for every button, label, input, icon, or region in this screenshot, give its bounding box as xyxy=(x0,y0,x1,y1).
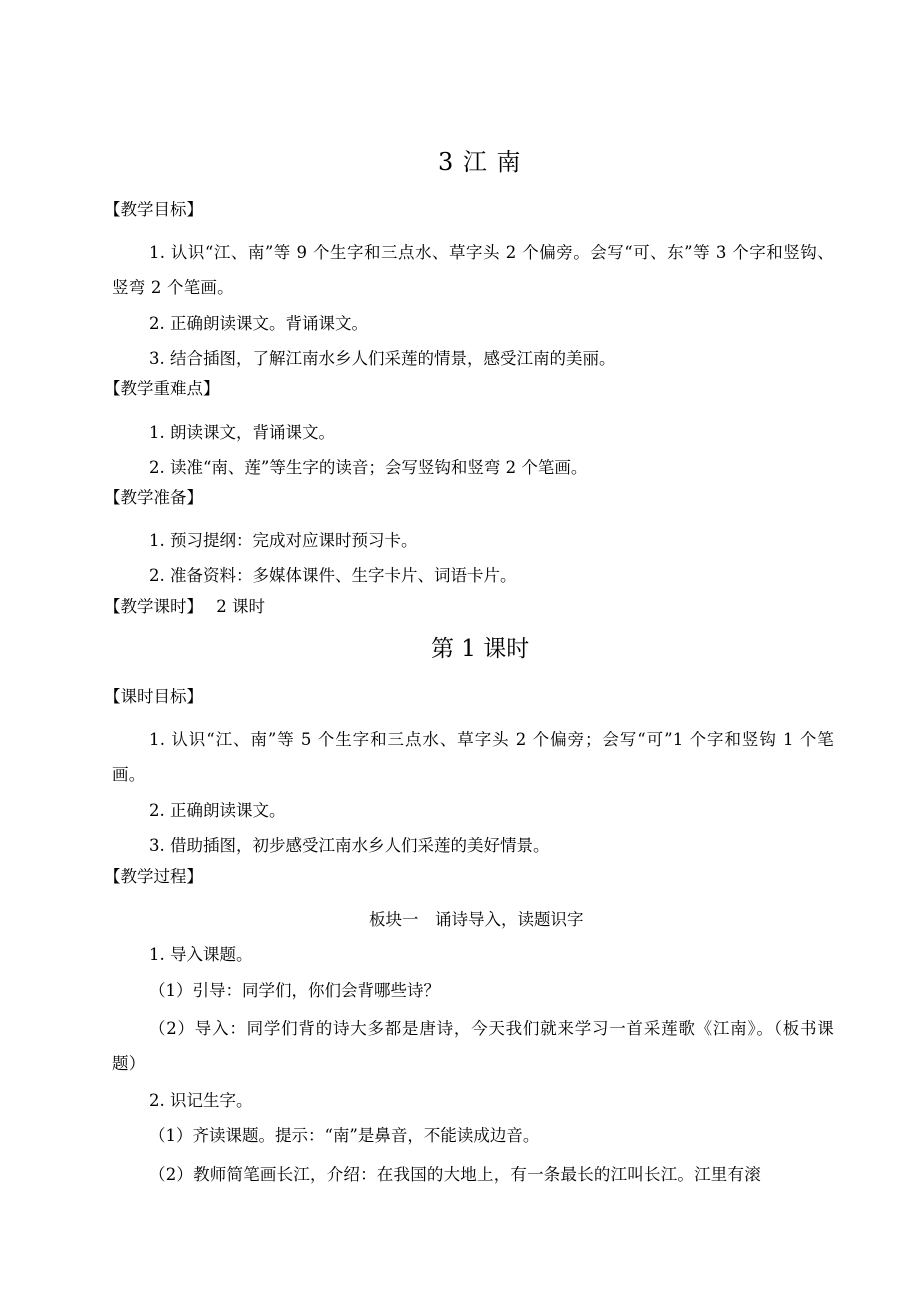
section-heading-key-points: 【教学重难点】 xyxy=(104,379,220,398)
lesson-title: 3 江 南 xyxy=(438,148,522,176)
key-point-item: 1. 朗读课文，背诵课文。 xyxy=(149,423,335,442)
preparation-item: 2. 准备资料：多媒体课件、生字卡片、词语卡片。 xyxy=(149,566,517,585)
process-step: 2. 识记生字。 xyxy=(149,1091,253,1110)
section-heading-teaching-goals: 【教学目标】 xyxy=(104,200,203,219)
process-substep: （2）导入：同学们背的诗大多都是唐诗，今天我们就来学习一首采莲歌《江南》。（板书课题） xyxy=(112,1019,834,1073)
process-step: 1. 导入课题。 xyxy=(149,945,253,964)
goal-item: 3. 结合插图，了解江南水乡人们采莲的情景，感受江南的美丽。 xyxy=(149,349,616,368)
key-point-item: 2. 读准“南、莲”等生字的读音；会写竖钩和竖弯 2 个笔画。 xyxy=(149,458,588,477)
goal-item: 1. 认识“江、南”等 9 个生字和三点水、草字头 2 个偏旁。会写“可、东”等 3 个字和竖钩、竖弯 2 个笔画。 xyxy=(112,243,834,297)
block-title: 板块一 诵诗导入，读题识字 xyxy=(369,910,584,929)
preparation-item: 1. 预习提纲：完成对应课时预习卡。 xyxy=(149,531,418,550)
class-hours-value: 2 课时 xyxy=(216,597,265,616)
class-hours-label: 【教学课时】 xyxy=(104,597,203,616)
section-heading-period-goals: 【课时目标】 xyxy=(104,687,203,706)
period-title: 第 1 课时 xyxy=(431,636,530,662)
period-goal-item: 1. 认识“江、南”等 5 个生字和三点水、草字头 2 个偏旁；会写“可”1 个字和竖钩 1 个笔画。 xyxy=(112,730,834,784)
section-heading-class-hours xyxy=(104,596,265,618)
goal-item: 2. 正确朗读课文。背诵课文。 xyxy=(149,314,368,333)
section-heading-process: 【教学过程】 xyxy=(104,867,203,886)
period-goal-item: 2. 正确朗读课文。 xyxy=(149,801,286,820)
process-substep: （2）教师简笔画长江，介绍：在我国的大地上，有一条最长的江叫长江。江里有滚 xyxy=(149,1165,761,1184)
period-goal-item: 3. 借助插图，初步感受江南水乡人们采莲的美好情景。 xyxy=(149,836,550,855)
process-substep: （1）齐读课题。提示：“南”是鼻音，不能读成边音。 xyxy=(149,1126,540,1145)
process-substep: （1）引导：同学们，你们会背哪些诗？ xyxy=(149,981,440,1000)
section-heading-preparation: 【教学准备】 xyxy=(104,488,203,507)
